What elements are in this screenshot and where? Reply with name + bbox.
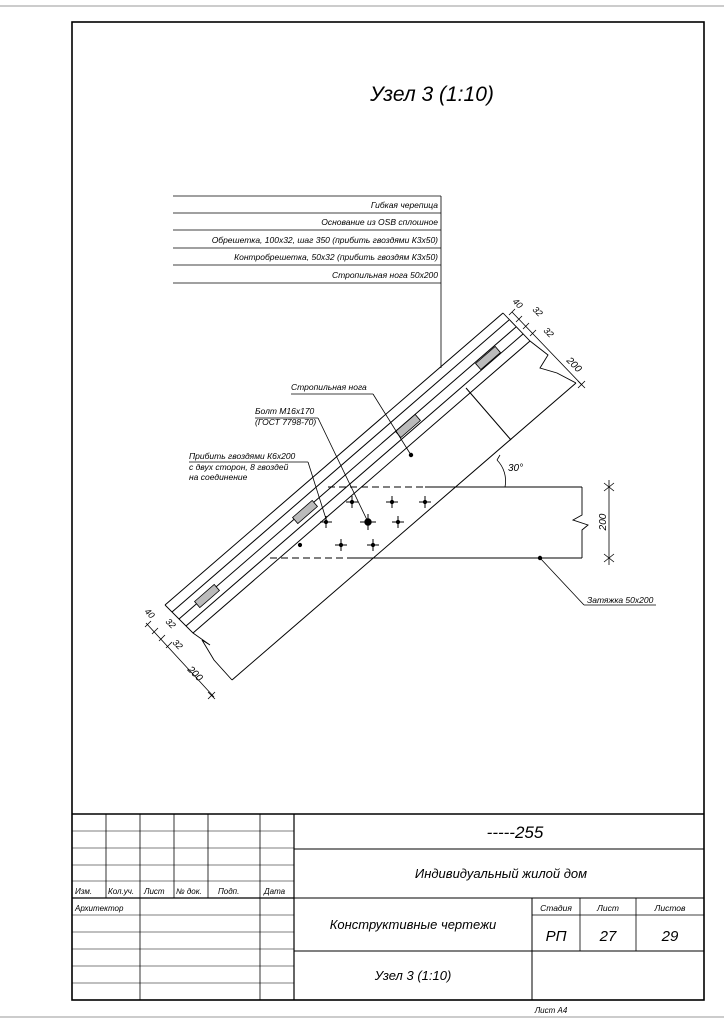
dim-bottom-40: 40 [142, 606, 157, 621]
stage-value: РП [545, 928, 567, 945]
dim-top-32a: 32 [530, 304, 545, 319]
rafter-label: Стропильная нога [291, 382, 367, 392]
stage-label: Стадия [540, 903, 572, 913]
doc-code: -----255 [486, 823, 544, 842]
layer-label-4: Контробрешетка, 50х32 (прибить гвоздям К3х50) [234, 252, 438, 262]
nails-label-2: с двух сторон, 8 гвоздей [189, 462, 289, 472]
col-header-izm: Изм. [75, 887, 93, 896]
angle-mark [497, 455, 506, 487]
col-header-list: Лист [144, 887, 165, 896]
section-name: Конструктивные чертежи [329, 917, 497, 932]
project-name: Индивидуальный жилой дом [414, 866, 588, 881]
col-header-kol: Кол.уч. [108, 887, 135, 896]
sheet-value: 27 [599, 928, 617, 945]
col-header-podp: Подп. [218, 887, 240, 896]
col-header-data: Дата [264, 887, 286, 896]
role-label: Архитектор [75, 904, 124, 913]
drawing-title: Узел 3 (1:10) [370, 83, 494, 106]
nails-label-1: Прибить гвоздями К6х200 [189, 451, 296, 461]
dimension-bottom [145, 621, 215, 699]
dim-bottom-32b: 32 [170, 637, 185, 652]
layer-label-3: Обрешетка, 100х32, шаг 350 (прибить гвоздями К3х50) [211, 235, 438, 245]
angle-label: 30° [508, 463, 524, 474]
layer-label-1: Гибкая черепица [370, 200, 438, 210]
bolt-label-2: (ГОСТ 7798-70) [255, 417, 317, 427]
dim-top-32b: 32 [541, 325, 556, 340]
dimension-top [509, 309, 585, 388]
sheets-value: 29 [661, 928, 679, 945]
nails-label-3: на соединение [189, 472, 248, 482]
dim-bottom-32a: 32 [163, 616, 178, 631]
bolt-label-1: Болт М16х170 [255, 406, 315, 416]
dim-bottom-200: 200 [184, 664, 205, 684]
dim-top-200: 200 [563, 355, 584, 375]
col-header-doc: № док. [176, 887, 202, 896]
layer-label-5: Стропильная нога 50х200 [331, 270, 438, 280]
layer-label-2: Основание из OSB сплошное [321, 217, 438, 227]
format-label: Лист А4 [534, 1006, 568, 1015]
sheet-title: Узел 3 (1:10) [374, 968, 452, 983]
nails-pattern [298, 496, 431, 551]
dim-tie-200: 200 [598, 513, 609, 531]
sheets-label: Листов [654, 903, 686, 913]
tie-label: Затяжка 50х200 [587, 595, 654, 605]
rafter-assembly [165, 313, 588, 680]
sheet-label: Лист [597, 903, 619, 913]
dim-top-40: 40 [510, 296, 525, 311]
